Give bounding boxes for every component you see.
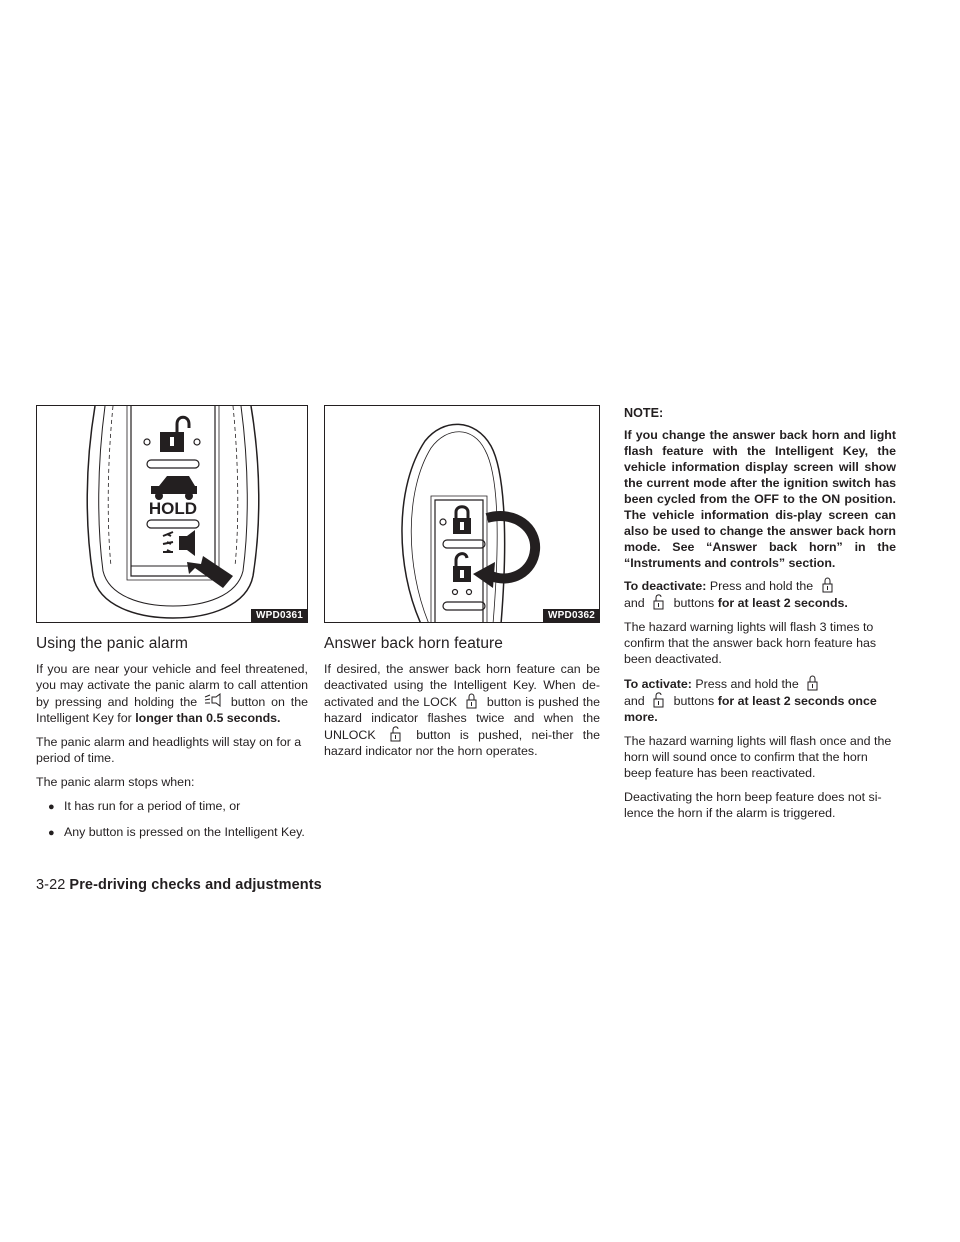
list-item: ● Any button is pressed on the Intelligent Key. (48, 825, 305, 839)
panic-button-icon (203, 693, 225, 709)
note-heading: NOTE: (624, 406, 664, 420)
confirm-deactivated-paragraph: The hazard warning lights will flash 3 times to confirm that the answer back horn feature has been deactivated. (624, 620, 877, 666)
section-heading-answer-back: Answer back horn feature (324, 635, 504, 652)
intelligent-key-illustration (37, 406, 308, 623)
figure-code: WPD0362 (543, 609, 599, 622)
unlock-icon (648, 594, 670, 610)
panic-alarm-paragraph-2: The panic alarm and headlights will stay on for a period of time. (36, 735, 302, 765)
panic-alarm-paragraph-3: The panic alarm stops when: (36, 775, 195, 789)
bullet-icon: ● (48, 827, 55, 839)
answer-back-illustration (325, 406, 600, 623)
page-footer (36, 877, 322, 893)
section-heading-panic-alarm: Using the panic alarm (36, 635, 189, 652)
deactivate-paragraph: To deactivate: Press and hold the and buttons for at least 2 seconds. (624, 579, 848, 610)
unlock-icon (385, 726, 407, 742)
column-panic-alarm (36, 405, 308, 850)
list-item: ● It has run for a period of time, or (48, 799, 241, 813)
page-number: 3-22 (36, 877, 66, 893)
panic-stop-list (48, 798, 308, 841)
intelligent-key-figure (36, 405, 308, 623)
reactivated-paragraph: The hazard warning lights will flash once and the horn will sound once to confirm that the horn beep feature has been reactivated. (624, 734, 892, 780)
bullet-icon: ● (48, 801, 55, 813)
answer-back-paragraph: If desired, the answer back horn feature can be deactivated using the Intelligent Key. When de-activated and the LOCK button is pushed the hazard indicator flashes twice and when the UNLOCK button is pushed, nei-ther the hazard indicator nor the horn operates. (324, 662, 601, 758)
figure-code: WPD0361 (251, 609, 307, 622)
alarm-note-paragraph: Deactivating the horn beep feature does not si-lence the horn if the alarm is triggered. (624, 790, 882, 820)
lock-icon (817, 577, 839, 593)
lock-icon (802, 675, 824, 691)
section-title: Pre-driving checks and adjustments (69, 877, 322, 893)
activate-paragraph: To activate: Press and hold the and buttons for at least 2 seconds once more. (624, 677, 877, 724)
hold-label: HOLD (148, 499, 198, 518)
column-note (624, 405, 896, 829)
note-text: If you change the answer back horn and light flash feature with the Intelligent Key, the vehicle information display screen will show the current mode after the ignition switch has been cycled from the OFF to the ON position. The vehicle information dis-play screen can also be used to change the answer back horn mode. See “Answer back horn” in the “Instruments and controls” section. (624, 428, 896, 570)
panic-alarm-paragraph-1: If you are near your vehicle and feel threatened, you may activate the panic alarm to call attention by pressing and holding the button on the Intelligent Key for longer than 0.5 seconds. (36, 662, 308, 725)
column-answer-back (324, 405, 600, 767)
lock-icon (461, 693, 483, 709)
answer-back-figure (324, 405, 600, 623)
unlock-icon (648, 692, 670, 708)
